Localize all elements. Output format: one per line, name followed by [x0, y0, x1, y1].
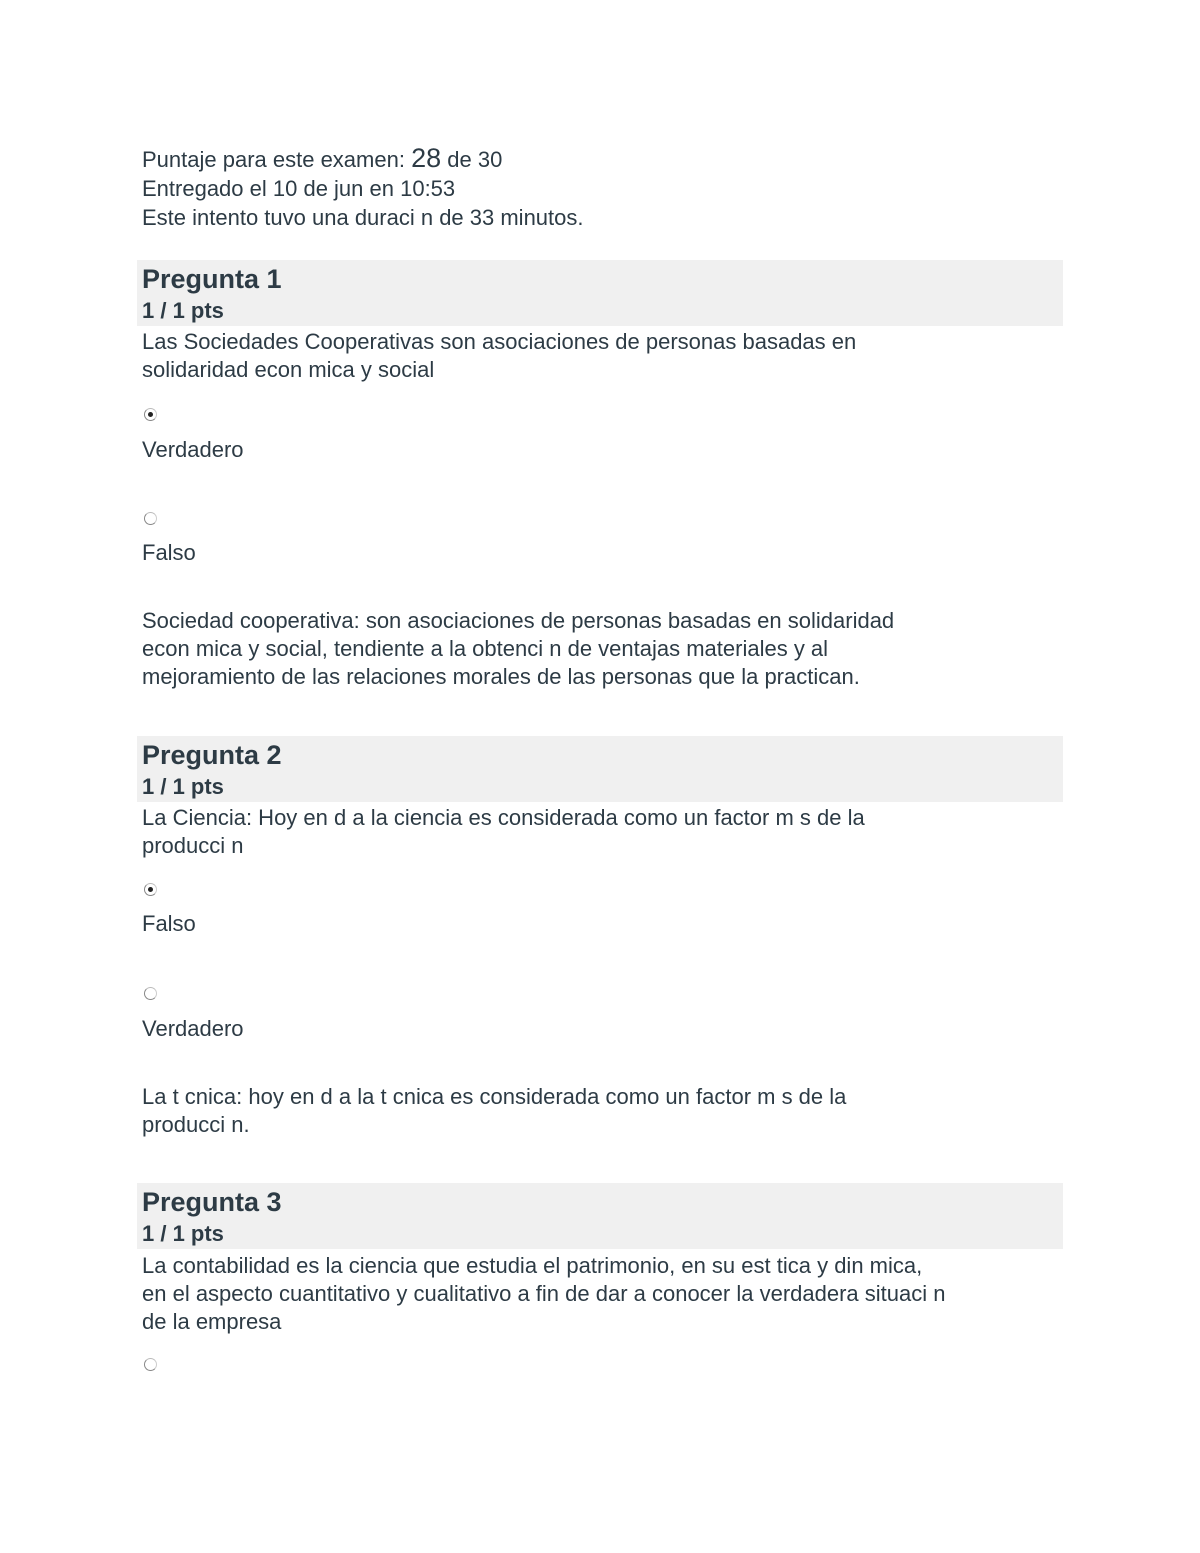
attempt-duration: Este intento tuvo una duraci n de 33 minutos. [142, 205, 584, 230]
score-value: 28 [411, 143, 442, 173]
question-title: Pregunta 1 [142, 264, 282, 294]
answer-option-label: Verdadero [142, 1016, 244, 1041]
question-header [137, 736, 1063, 802]
answer-explanation: La t cnica: hoy en d a la t cnica es considerada como un factor m s de la producci n. [142, 1084, 847, 1137]
question-text: Las Sociedades Cooperativas son asociaciones de personas basadas en solidaridad econ mica y social [142, 329, 857, 382]
radio-button[interactable] [144, 1358, 157, 1371]
radio-button-selected[interactable] [144, 883, 157, 896]
question-title: Pregunta 2 [142, 740, 282, 770]
radio-button-selected[interactable] [144, 408, 157, 421]
radio-button[interactable] [144, 512, 157, 525]
question-header [137, 260, 1063, 326]
question-text: La contabilidad es la ciencia que estudia el patrimonio, en su est tica y din mica, en el aspecto cuantitativo y cualitativo a fin de dar a conocer la verdadera situaci n de la empresa [142, 1253, 946, 1334]
score-line [142, 144, 584, 174]
radio-button[interactable] [144, 987, 157, 1000]
score-total: de 30 [447, 147, 503, 172]
score-label: Puntaje para este examen: [142, 147, 405, 172]
question-points: 1 / 1 pts [142, 774, 224, 799]
question-text: La Ciencia: Hoy en d a la ciencia es considerada como un factor m s de la producci n [142, 805, 865, 858]
answer-option-label: Falso [142, 911, 196, 936]
answer-option-label: Falso [142, 540, 196, 565]
exam-summary [142, 144, 584, 232]
question-header [137, 1183, 1063, 1249]
question-points: 1 / 1 pts [142, 1221, 224, 1246]
answer-option-label: Verdadero [142, 437, 244, 462]
question-title: Pregunta 3 [142, 1187, 282, 1217]
submitted-date: Entregado el 10 de jun en 10:53 [142, 176, 456, 201]
question-points: 1 / 1 pts [142, 298, 224, 323]
answer-explanation: Sociedad cooperativa: son asociaciones de personas basadas en solidaridad econ mica y social, tendiente a la obtenci n de ventajas materiales y al mejoramiento de las relaciones morales de las personas que la practican. [142, 608, 895, 689]
